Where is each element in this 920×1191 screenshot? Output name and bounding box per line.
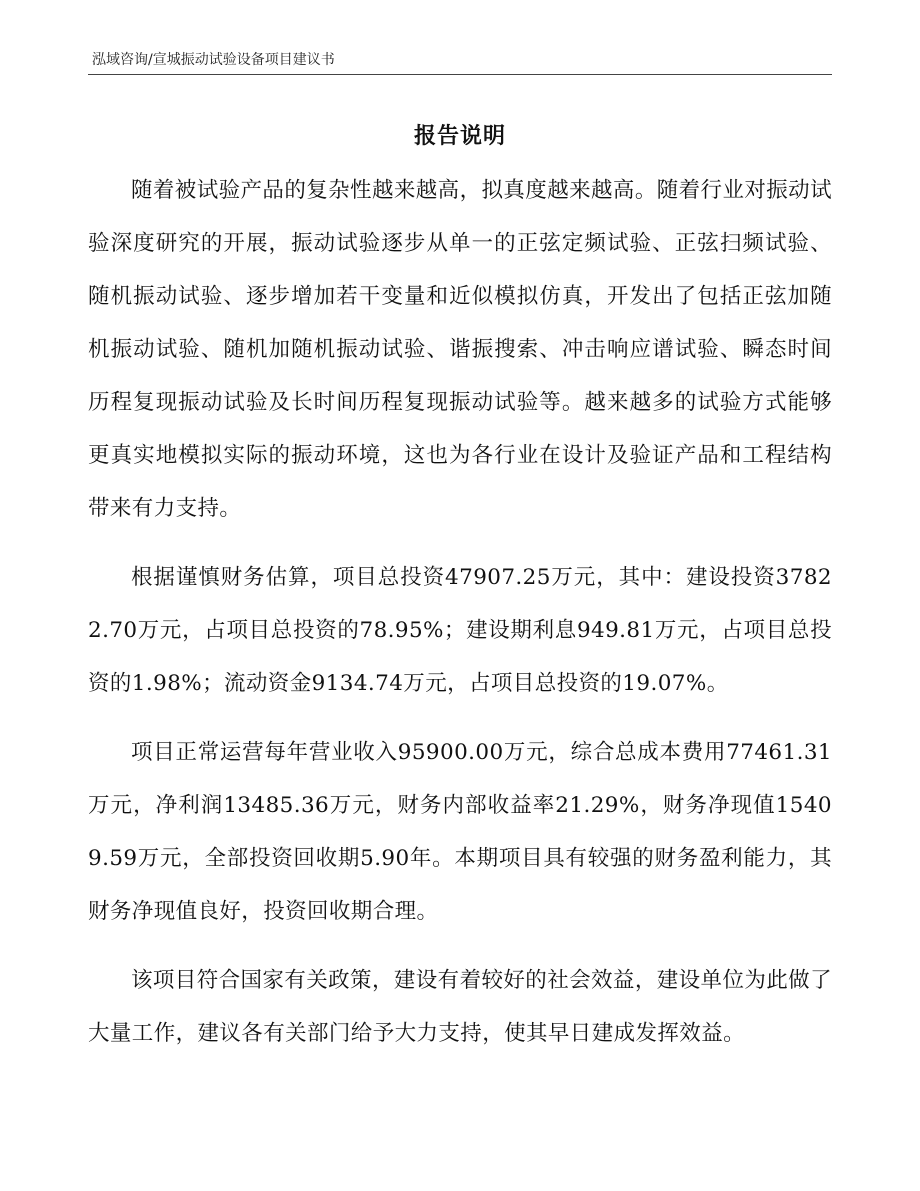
paragraph-financials: 项目正常运营每年营业收入95900.00万元，综合总成本费用77461.31万元，净利润13485.36万元，财务内部收益率21.29%，财务净现值15409.59万元，全部投资回收期5.90年。本期项目具有较强的财务盈利能力，其财务净现值良好，投资回收期合理。 <box>88 740 832 924</box>
header-divider <box>88 74 832 75</box>
report-body <box>88 164 832 1076</box>
paragraph-conclusion: 该项目符合国家有关政策，建设有着较好的社会效益，建设单位为此做了大量工作，建议各有关部门给予大力支持，使其早日建成发挥效益。 <box>88 968 832 1046</box>
paragraph-investment: 根据谨慎财务估算，项目总投资47907.25万元，其中：建设投资37822.70万元，占项目总投资的78.95%；建设期利息949.81万元，占项目总投资的1.98%；流动资金9134.74万元，占项目总投资的19.07%。 <box>88 565 832 696</box>
running-header: 泓域咨询/宣城振动试验设备项目建议书 <box>92 52 335 68</box>
section-title: 报告说明 <box>413 123 506 149</box>
paragraph-background: 随着被试验产品的复杂性越来越高，拟真度越来越高。随着行业对振动试验深度研究的开展，振动试验逐步从单一的正弦定频试验、正弦扫频试验、随机振动试验、逐步增加若干变量和近似模拟仿真，开发出了包括正弦加随机振动试验、随机加随机振动试验、谐振搜索、冲击响应谱试验、瞬态时间历程复现振动试验及长时间历程复现振动试验等。越来越多的试验方式能够更真实地模拟实际的振动环境，这也为各行业在设计及验证产品和工程结构带来有力支持。 <box>88 178 832 521</box>
